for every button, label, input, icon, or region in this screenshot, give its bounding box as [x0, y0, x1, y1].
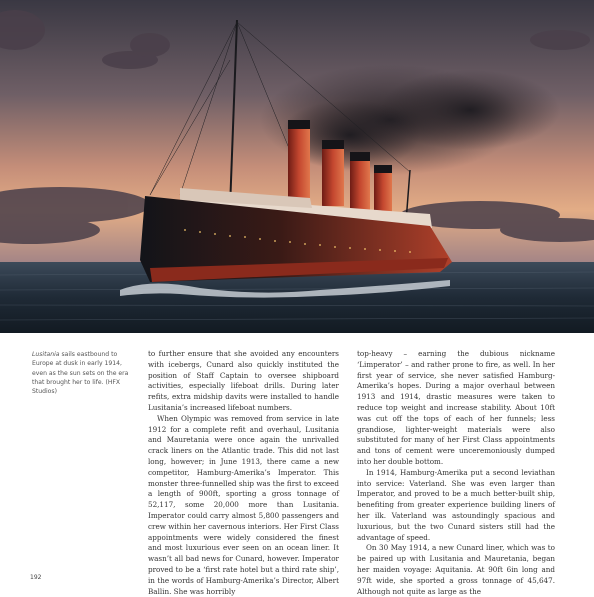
body-column-right [357, 349, 555, 597]
paragraph: top-heavy – earning the dubious nickname ‘Limperator’ – and rather prone to fire, as well. In her first year of service, she never satisfied Hamburg-Amerika’s hopes. During a major overhaul between 1913 and 1914, drastic measures were taken to reduce top weight and increase stability. About 10ft was cut off the tops of each of her funnels; less grandiose, lighter-weight materials were also substituted for many of her First Class appointments and tons of cement were unceremoniously dumped into her double bottom. [357, 349, 555, 466]
paragraph: In 1914, Hamburg-Amerika put a second leviathan into service: Vaterland. She was even larger than Imperator, and proved to be a much better-built ship, benefiting from greater experience building liners of her ilk. Vaterland was astoundingly spacious and luxurious, but the two Cunard sisters still had the advantage of speed. [357, 467, 555, 542]
paragraph: to further ensure that she avoided any encounters with icebergs, Cunard also quickly instituted the position of Staff Captain to oversee shipboard activities, especially lifeboat drills. During later refits, extra midship davits were installed to handle Lusitania’s increased lifeboat numbers. [148, 349, 339, 412]
paragraph: When Olympic was removed from service in late 1912 for a complete refit and overhaul, Lusitania and Mauretania were once again the unrivalled crack liners on the Atlantic trade. This did not last long, however; in June 1913, there came a new competitor, Hamburg-Amerika’s Imperator. This monster three-funnelled ship was the first to exceed a length of 900ft, sporting a gross tonnage of 52,117, some 20,000 more than Lusitania. Imperator could carry almost 5,800 passengers and crew within her cavernous interiors. Her First Class appointments were widely considered the finest and most luxurious ever seen on an ocean liner. It wasn’t all bad news for Cunard, however. Imperator proved to be a ‘first rate hotel but a third rate ship’, in the words of Hamburg-Amerika’s Director, Albert Ballin. She was horribly [148, 413, 339, 596]
paragraph: On 30 May 1914, a new Cunard liner, which was to be paired up with Lusitania and Mauretania, began her maiden voyage: Aquitania. At 90ft 6in long and 97ft wide, she sported a gross tonnage of 45,647. Although not quite as large as the [357, 543, 555, 596]
caption-text: sails eastbound to Europe at dusk in early 1914, even as the sun sets on the era that brought her to life. (HFX Studios) [32, 351, 129, 396]
image-caption [32, 350, 132, 396]
page-number: 192 [30, 574, 42, 581]
caption-ship-name: Lusitania [32, 351, 60, 358]
body-column-middle [148, 349, 339, 597]
